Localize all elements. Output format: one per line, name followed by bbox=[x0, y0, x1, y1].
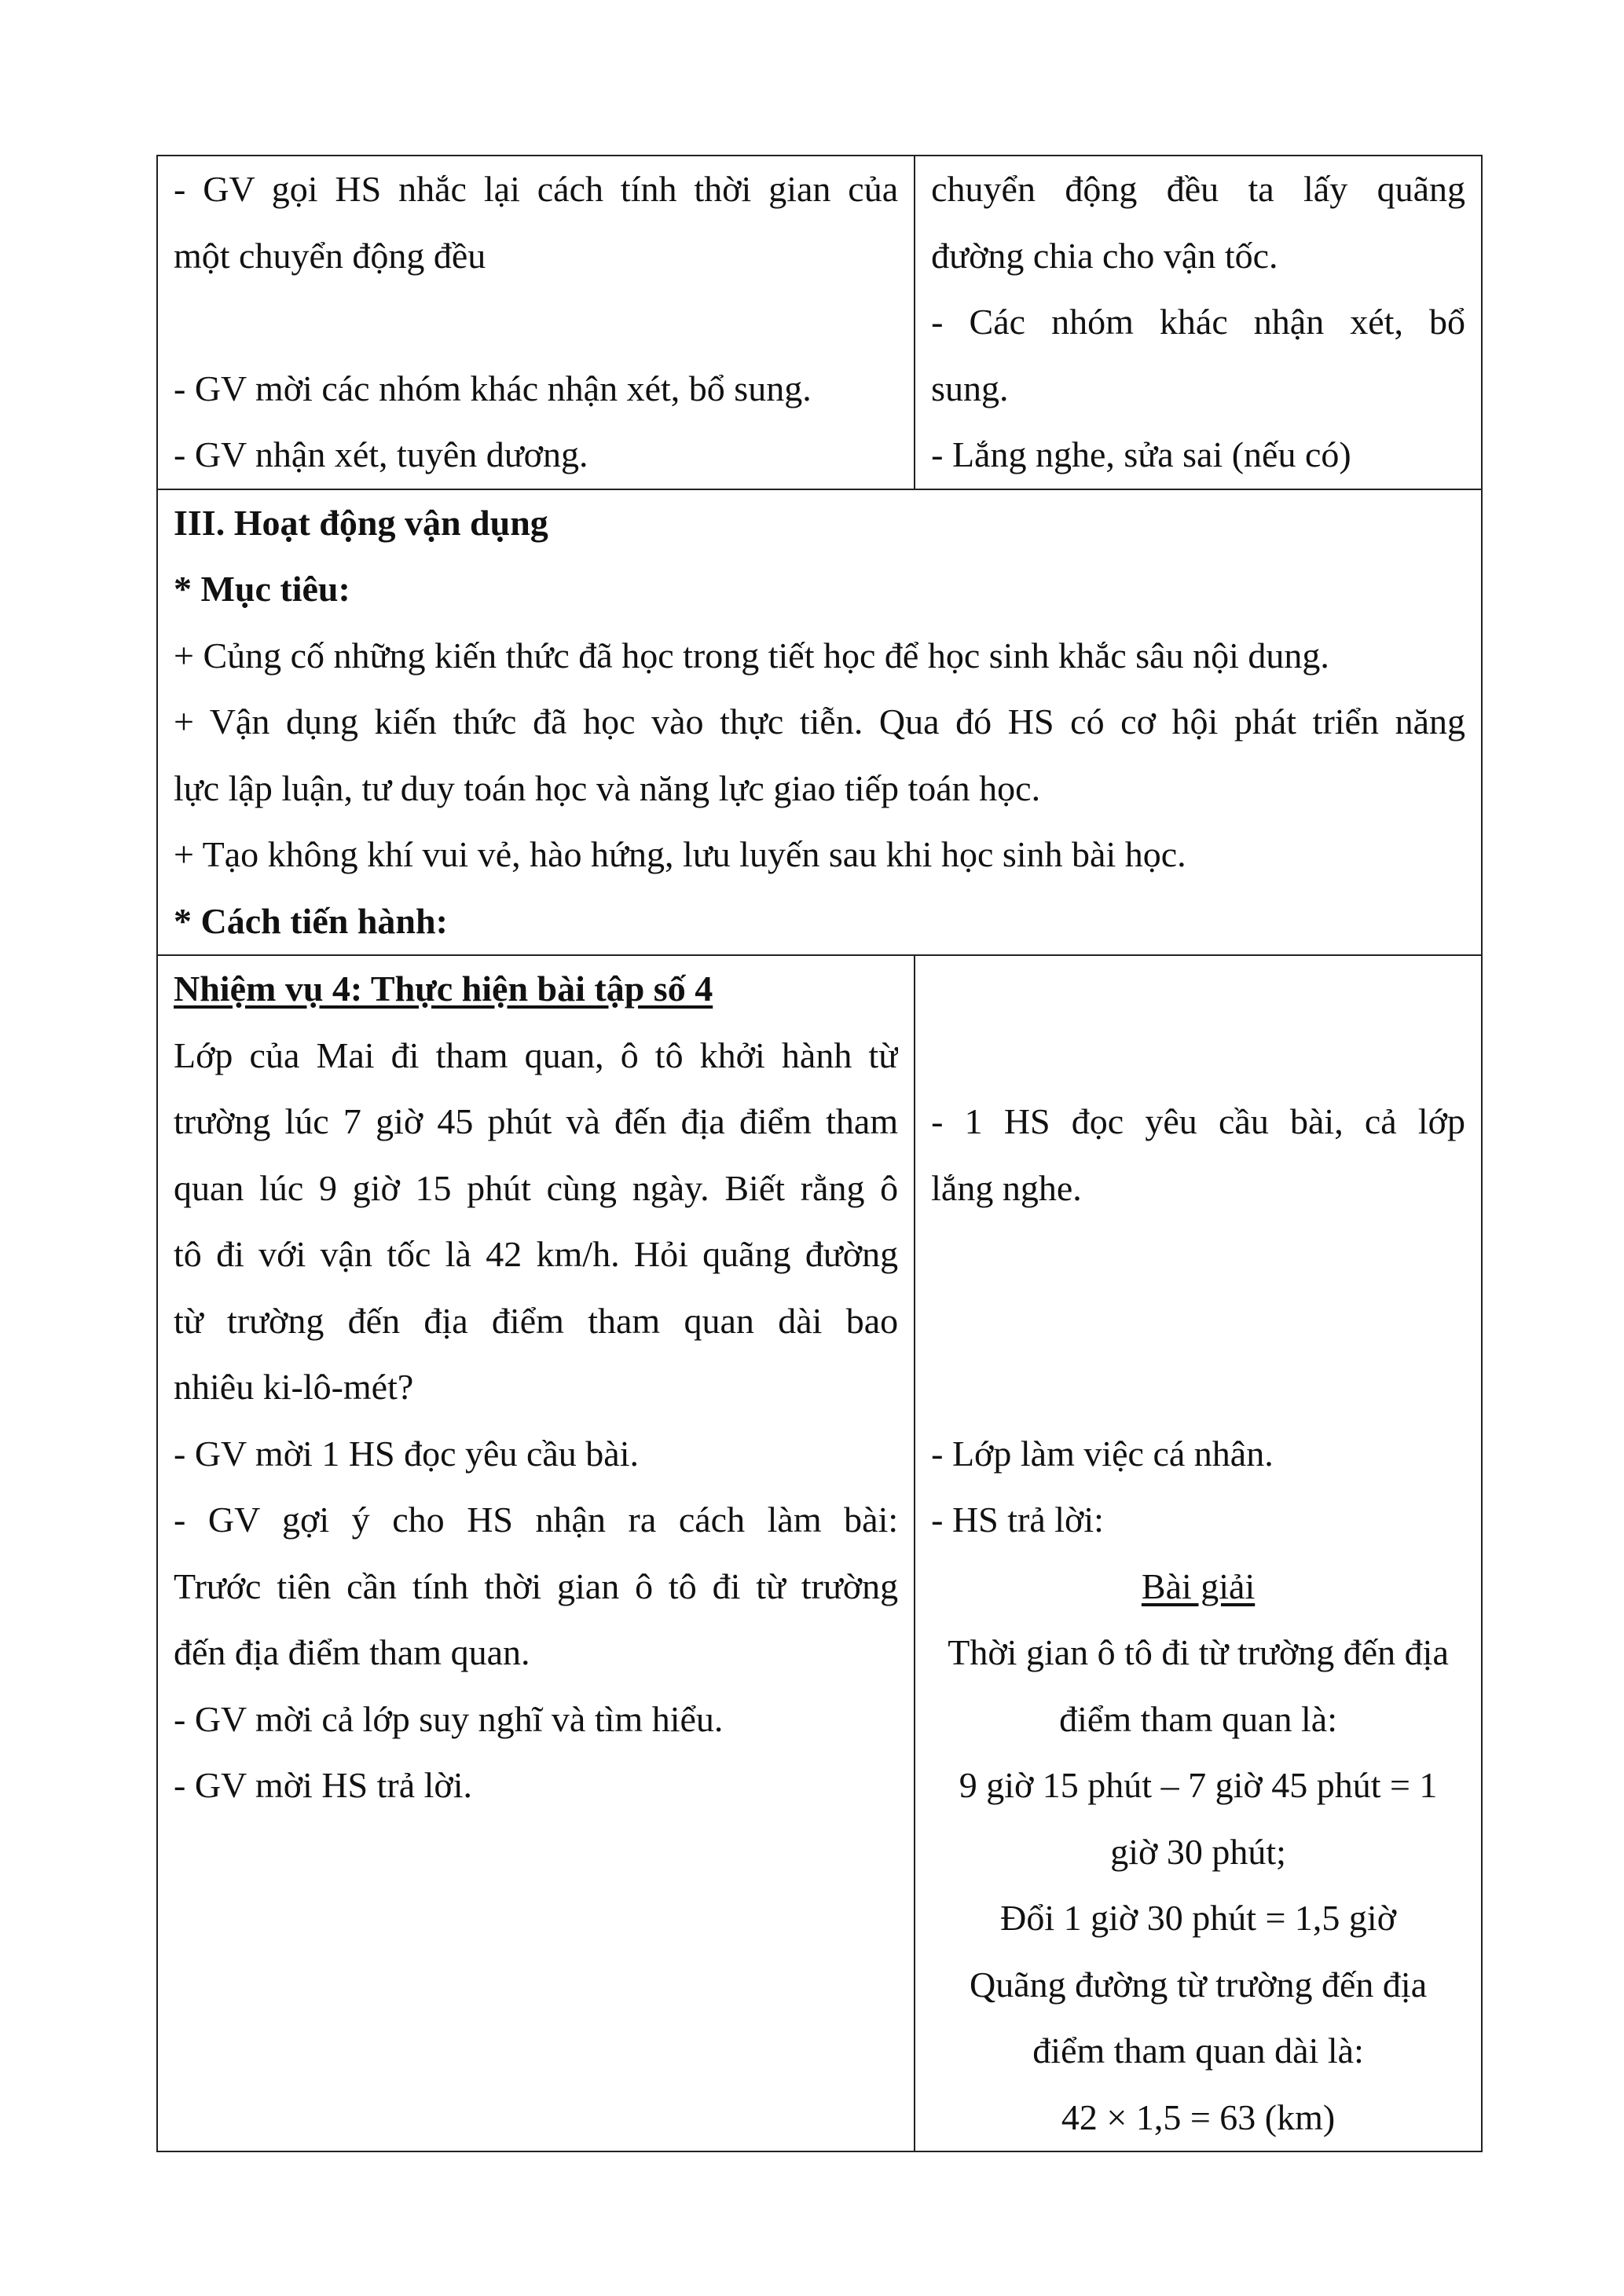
problem-line: Lớp của Mai đi tham quan, ô tô khởi hành từ bbox=[174, 1034, 899, 1075]
problem-line: từ trường đến địa điểm tham quan dài bao bbox=[174, 1300, 899, 1341]
text-line: đường chia cho vận tốc. bbox=[931, 235, 1278, 276]
method-heading: * Cách tiến hành: bbox=[174, 900, 448, 941]
student-cell bbox=[915, 955, 1482, 2151]
blank-line bbox=[931, 1288, 1465, 1355]
blank-line bbox=[174, 1819, 898, 1886]
text-line: - GV nhận xét, tuyên dương. bbox=[174, 434, 588, 474]
blank-line bbox=[174, 1952, 898, 2019]
lesson-page bbox=[156, 155, 1483, 2152]
table-row bbox=[157, 156, 1482, 489]
lesson-table bbox=[156, 155, 1483, 2152]
solution-line: điểm tham quan là: bbox=[1059, 1698, 1337, 1739]
text-line: chuyển động đều ta lấy quãng bbox=[931, 169, 1465, 209]
text-line: - 1 HS đọc yêu cầu bài, cả lớp bbox=[931, 1101, 1465, 1141]
text-line: lắng nghe. bbox=[931, 1167, 1082, 1208]
problem-line: tô đi với vận tốc là 42 km/h. Hỏi quãng đường bbox=[174, 1234, 899, 1274]
text-line: - GV gọi HS nhắc lại cách tính thời gian của bbox=[174, 169, 899, 209]
table-row bbox=[157, 955, 1482, 2151]
teacher-cell bbox=[157, 955, 915, 2151]
text-line: - GV gợi ý cho HS nhận ra cách làm bài: bbox=[174, 1500, 899, 1540]
student-cell bbox=[915, 156, 1482, 489]
text-line: - Các nhóm khác nhận xét, bổ bbox=[931, 302, 1465, 342]
solution-title: Bài giải bbox=[1141, 1565, 1256, 1606]
objective-item: lực lập luận, tư duy toán học và năng lực giao tiếp toán học. bbox=[174, 767, 1041, 808]
task-title: Nhiệm vụ 4: Thực hiện bài tập số 4 bbox=[174, 969, 713, 1009]
blank-line bbox=[931, 1023, 1465, 1089]
solution-line: 9 giờ 15 phút – 7 giờ 45 phút = 1 bbox=[959, 1765, 1438, 1805]
text-line: - GV mời cả lớp suy nghĩ và tìm hiểu. bbox=[174, 1698, 724, 1739]
problem-line: trường lúc 7 giờ 45 phút và đến địa điểm tham bbox=[174, 1101, 899, 1141]
text-line: - GV mời các nhóm khác nhận xét, bổ sung. bbox=[174, 368, 812, 408]
problem-line: quan lúc 9 giờ 15 phút cùng ngày. Biết rằng ô bbox=[174, 1167, 899, 1208]
blank-line bbox=[931, 1354, 1465, 1421]
text-line: Trước tiên cần tính thời gian ô tô đi từ trường bbox=[174, 1565, 899, 1606]
blank-line bbox=[174, 289, 898, 356]
blank-line bbox=[174, 2085, 898, 2151]
blank-line bbox=[931, 1221, 1465, 1288]
section-cell bbox=[157, 489, 1482, 956]
solution-line: 42 × 1,5 = 63 (km) bbox=[1061, 2096, 1336, 2137]
text-line: - HS trả lời: bbox=[931, 1500, 1104, 1540]
objective-item: + Vận dụng kiến thức đã học vào thực tiễn. Qua đó HS có cơ hội phát triển năng bbox=[174, 701, 1465, 742]
blank-line bbox=[174, 1885, 898, 1952]
solution-line: Thời gian ô tô đi từ trường đến địa bbox=[948, 1632, 1449, 1672]
solution-line: Quãng đường từ trường đến địa bbox=[970, 1964, 1428, 2005]
text-line: - Lớp làm việc cá nhân. bbox=[931, 1433, 1274, 1474]
text-line: một chuyển động đều bbox=[174, 235, 486, 276]
text-line: - GV mời 1 HS đọc yêu cầu bài. bbox=[174, 1433, 639, 1474]
objective-item: + Tạo không khí vui vẻ, hào hứng, lưu luyến sau khi học sinh bài học. bbox=[174, 834, 1186, 874]
objective-item: + Củng cố những kiến thức đã học trong tiết học để học sinh khắc sâu nội dung. bbox=[174, 635, 1329, 676]
objective-heading: * Mục tiêu: bbox=[174, 569, 350, 609]
text-line: sung. bbox=[931, 368, 1009, 408]
text-line: đến địa điểm tham quan. bbox=[174, 1632, 530, 1672]
blank-line bbox=[174, 2018, 898, 2085]
table-row bbox=[157, 489, 1482, 956]
teacher-cell bbox=[157, 156, 915, 489]
solution-line: giờ 30 phút; bbox=[1110, 1831, 1286, 1872]
blank-line bbox=[931, 956, 1465, 1023]
text-line: - GV mời HS trả lời. bbox=[174, 1765, 473, 1805]
section-title: III. Hoạt động vận dụng bbox=[174, 502, 548, 543]
text-line: - Lắng nghe, sửa sai (nếu có) bbox=[931, 434, 1351, 474]
problem-line: nhiêu ki-lô-mét? bbox=[174, 1367, 414, 1407]
solution-line: điểm tham quan dài là: bbox=[1032, 2031, 1364, 2071]
solution-line: Đổi 1 giờ 30 phút = 1,5 giờ bbox=[1000, 1898, 1397, 1938]
